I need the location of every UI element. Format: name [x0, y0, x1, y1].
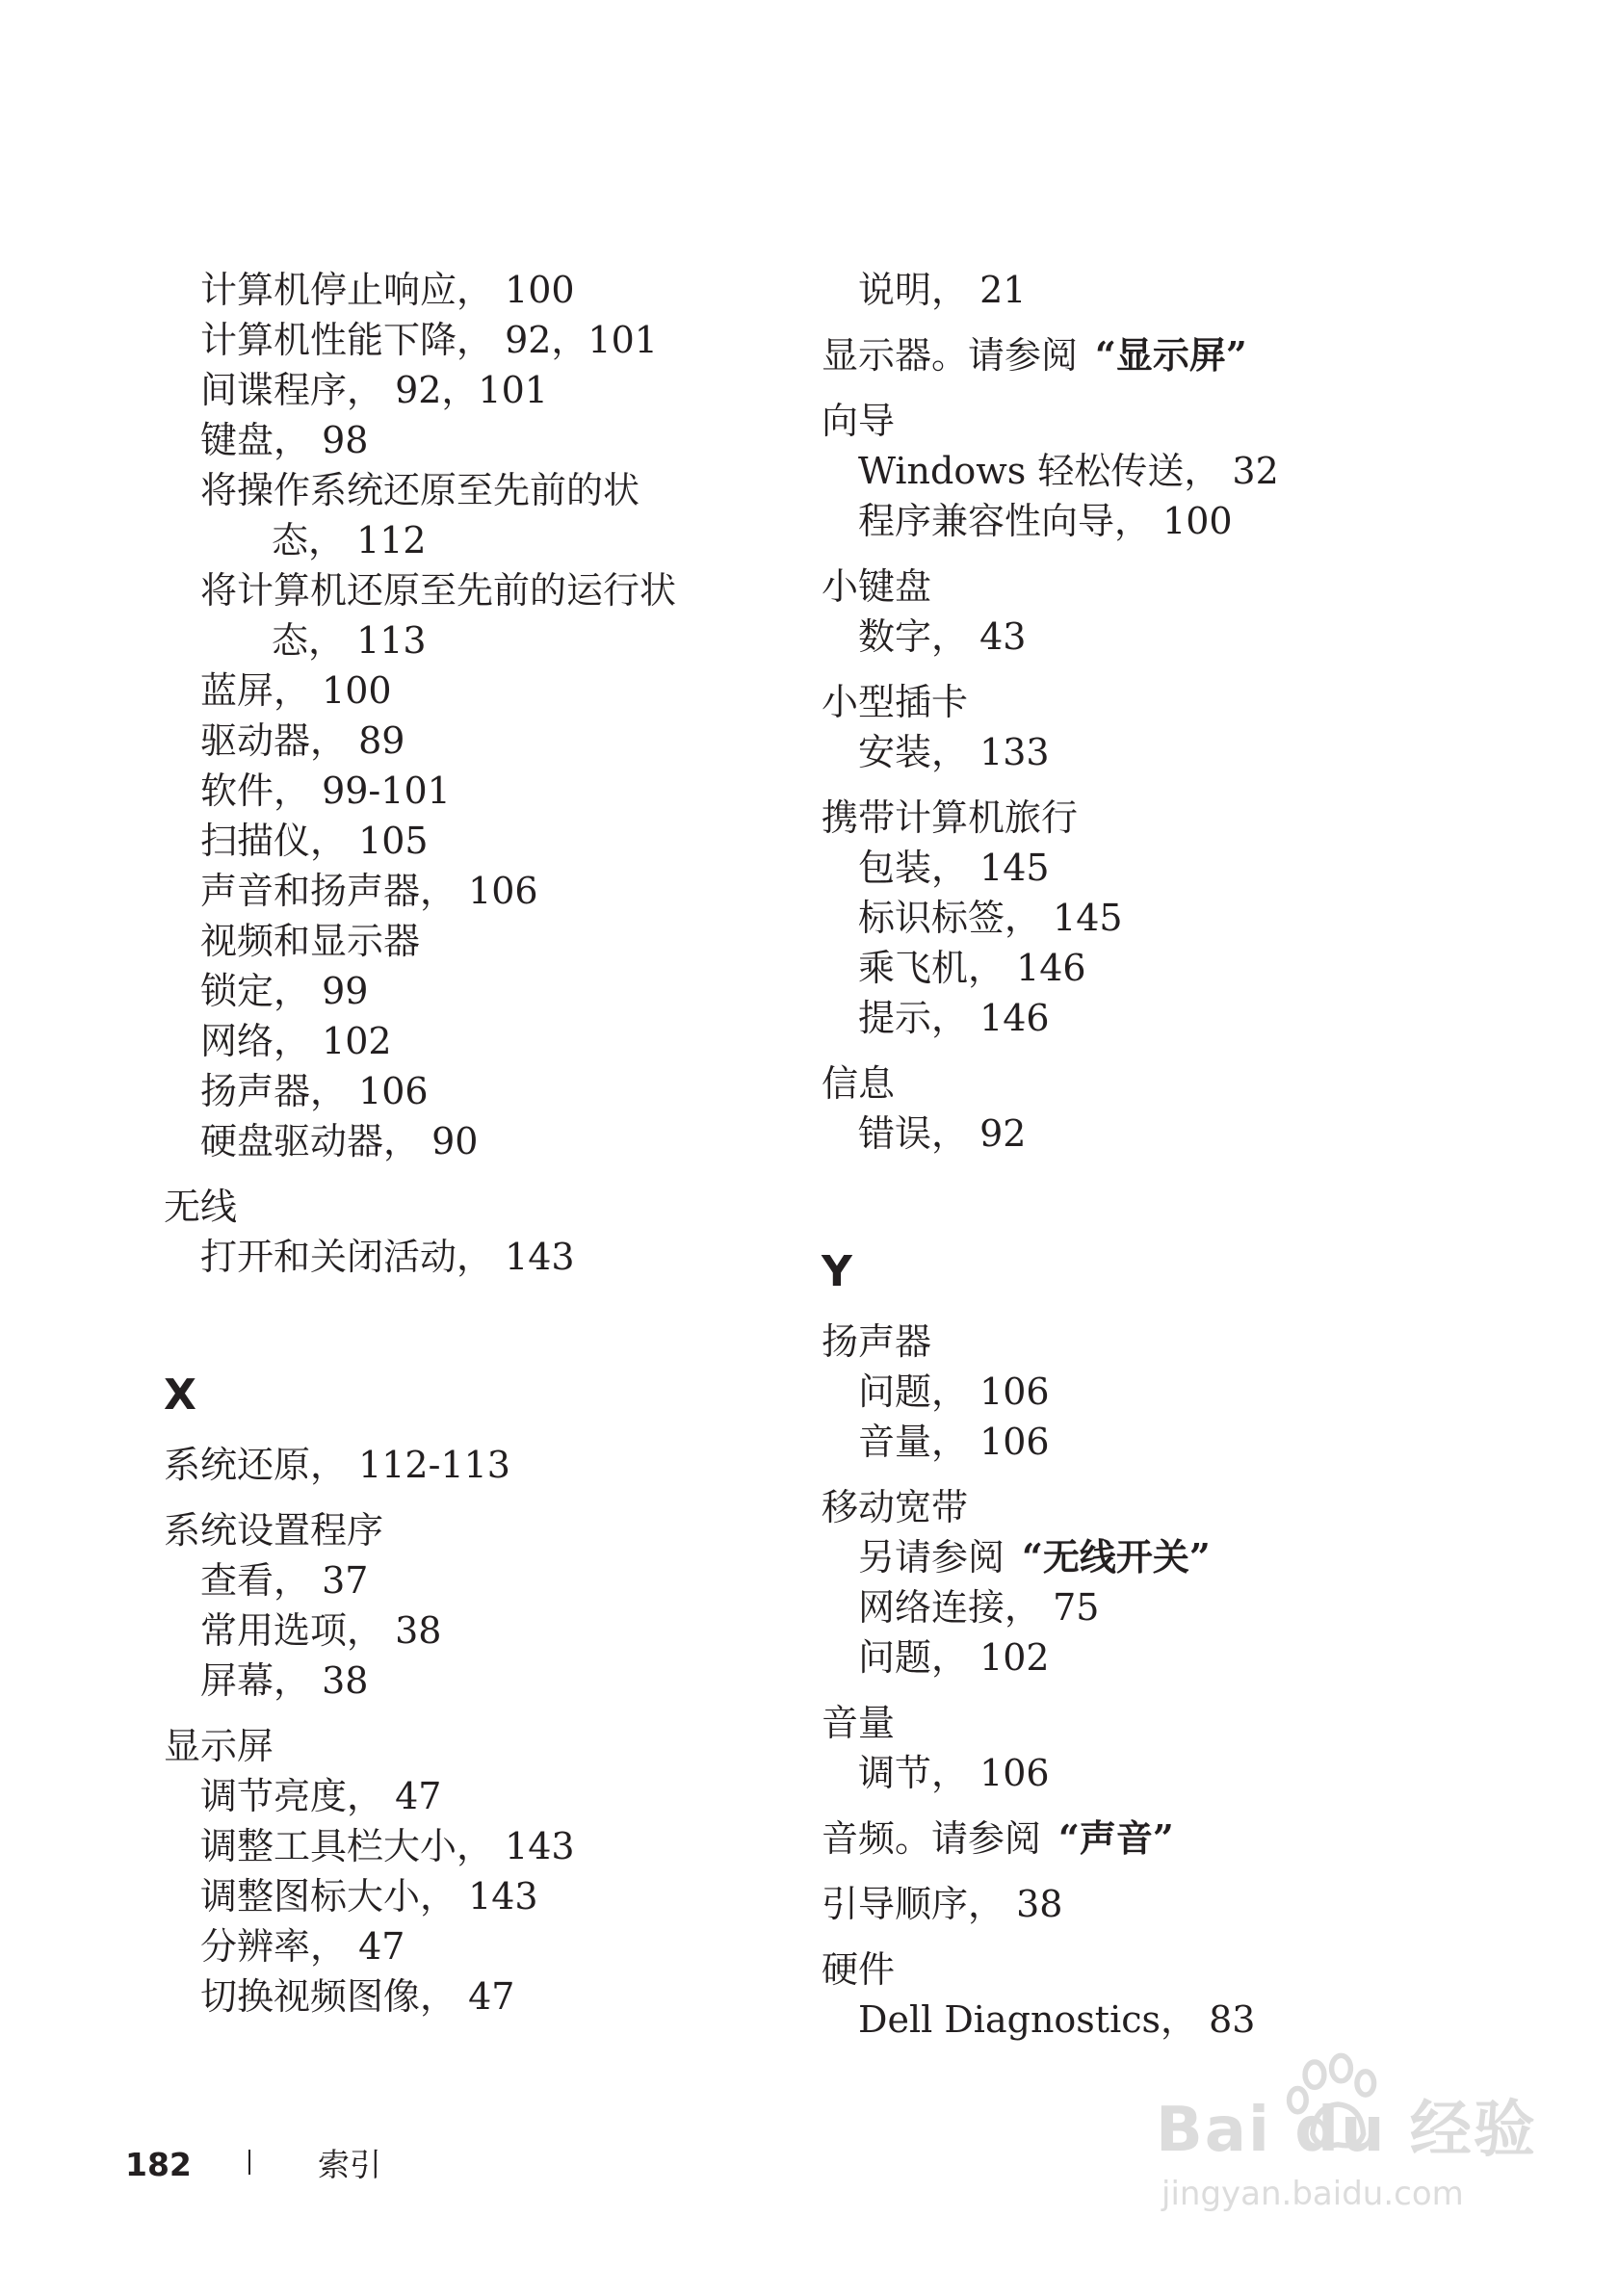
index-entry: [164, 1440, 780, 1490]
index-subentry: [822, 1748, 1496, 1798]
index-subentry: [164, 1232, 780, 1282]
index-entry: [822, 793, 1496, 843]
entry-text: 问题， 106: [858, 1370, 1050, 1413]
index-subentry: [822, 265, 1496, 315]
entry-text: 硬盘驱动器， 90: [200, 1120, 479, 1162]
index-subentry: [164, 1016, 780, 1066]
entry-text: 态， 113: [272, 619, 427, 662]
entry-text: 分辨率， 47: [200, 1925, 405, 1968]
index-subentry: [164, 1921, 780, 1971]
entry-text: 程序兼容性向导， 100: [858, 500, 1233, 542]
watermark-url: jingyan.baidu.com: [1161, 2175, 1464, 2213]
index-subentry: [822, 1582, 1496, 1632]
index-entry: [822, 677, 1496, 727]
entry-text: 小键盘: [822, 565, 932, 608]
index-entry: [822, 1813, 1496, 1864]
baidu-watermark: [1146, 2051, 1551, 2234]
entry-text: 系统还原， 112-113: [164, 1444, 510, 1486]
entry-text: 间谍程序， 92，101: [200, 369, 548, 411]
entry-text: 调节， 106: [858, 1752, 1050, 1794]
see-also-reference: “声音”: [1058, 1816, 1174, 1860]
index-subentry: [164, 1116, 780, 1166]
index-column-right: [822, 265, 1496, 2045]
entry-text: 屏幕， 38: [200, 1659, 369, 1702]
index-subentry: [822, 1995, 1496, 2045]
entry-text: 声音和扬声器， 106: [200, 870, 538, 912]
entry-text: 锁定， 99: [200, 970, 369, 1012]
entry-text: Dell Diagnostics， 83: [858, 1998, 1256, 2041]
entry-text: 计算机性能下降， 92，101: [200, 319, 658, 361]
entry-text: 安装， 133: [858, 731, 1050, 773]
index-column-left: [164, 265, 780, 2022]
entry-text: 调节亮度， 47: [200, 1775, 442, 1817]
index-entry: [822, 1944, 1496, 1995]
entry-text: 音量: [822, 1702, 896, 1744]
index-subentry: [164, 515, 780, 565]
entry-text: 音频。请参阅: [822, 1817, 1042, 1860]
index-subentry: [822, 1109, 1496, 1159]
index-subentry: [822, 893, 1496, 943]
entry-text: 提示， 146: [858, 997, 1050, 1039]
entry-text: 网络连接， 75: [858, 1586, 1100, 1629]
index-subentry: [822, 446, 1496, 496]
entry-text: 调整工具栏大小， 143: [200, 1825, 575, 1867]
entry-text: 扬声器: [822, 1320, 932, 1363]
index-letter-heading: X: [164, 1370, 196, 1420]
entry-text: 问题， 102: [858, 1636, 1050, 1679]
index-entry: [164, 1505, 780, 1555]
index-entry: [822, 1317, 1496, 1367]
index-subentry: [164, 1605, 780, 1656]
index-subentry: [164, 665, 780, 716]
entry-text: 扬声器， 106: [200, 1070, 429, 1112]
index-subentry: [822, 1532, 1496, 1582]
entry-text: 切换视频图像， 47: [200, 1975, 515, 2018]
index-subentry: [164, 565, 780, 615]
entry-text: 另请参阅: [858, 1536, 1005, 1578]
entry-text: 小型插卡: [822, 681, 969, 723]
index-entry: [164, 1721, 780, 1771]
index-entry: [822, 1698, 1496, 1748]
entry-text: 系统设置程序: [164, 1509, 384, 1552]
index-subentry: [164, 265, 780, 315]
entry-text: 网络， 102: [200, 1020, 392, 1062]
index-subentry: [164, 716, 780, 766]
entry-text: 计算机停止响应， 100: [200, 269, 575, 311]
index-subentry: [164, 916, 780, 966]
entry-text: 显示屏: [164, 1725, 274, 1767]
index-subentry: [164, 365, 780, 415]
index-subentry: [164, 1871, 780, 1921]
entry-text: 向导: [822, 400, 896, 442]
entry-text: 蓝屏， 100: [200, 669, 392, 712]
index-subentry: [164, 766, 780, 816]
footer-separator: [248, 2150, 250, 2175]
entry-text: 扫描仪， 105: [200, 820, 429, 862]
index-subentry: [164, 866, 780, 916]
index-entry: [822, 1482, 1496, 1532]
index-subentry: [822, 727, 1496, 777]
entry-text: 态， 112: [272, 519, 427, 561]
entry-text: 软件， 99-101: [200, 770, 451, 812]
index-subentry: [164, 1771, 780, 1821]
index-subentry: [164, 1656, 780, 1706]
index-subentry: [164, 1555, 780, 1605]
page-number: 182: [125, 2146, 192, 2183]
index-subentry: [164, 1821, 780, 1871]
entry-text: 信息: [822, 1062, 896, 1105]
index-subentry: [822, 612, 1496, 662]
index-entry: [164, 1182, 780, 1232]
see-also-reference: “显示屏”: [1095, 333, 1247, 377]
section-name: 索引: [318, 2146, 381, 2183]
entry-text: 移动宽带: [822, 1486, 969, 1528]
watermark-logo-text: Bai du 经验: [1156, 2095, 1537, 2166]
index-entry: [822, 1879, 1496, 1929]
entry-text: 数字， 43: [858, 615, 1027, 658]
index-subentry: [822, 843, 1496, 893]
index-letter-heading: Y: [822, 1247, 852, 1296]
index-subentry: [822, 993, 1496, 1043]
index-entry: [822, 396, 1496, 446]
entry-text: Windows 轻松传送， 32: [858, 450, 1279, 492]
index-subentry: [164, 315, 780, 365]
entry-text: 打开和关闭活动， 143: [200, 1236, 575, 1278]
index-subentry: [164, 1066, 780, 1116]
index-subentry: [164, 465, 780, 515]
entry-text: 硬件: [822, 1948, 896, 1991]
index-subentry: [822, 1417, 1496, 1467]
entry-text: 音量， 106: [858, 1421, 1050, 1463]
see-also-reference: “无线开关”: [1022, 1535, 1211, 1578]
entry-text: 驱动器， 89: [200, 719, 405, 762]
entry-text: 乘飞机， 146: [858, 947, 1086, 989]
entry-text: 标识标签， 145: [858, 897, 1123, 939]
index-entry: [822, 561, 1496, 612]
index-subentry: [164, 1971, 780, 2022]
entry-text: 将计算机还原至先前的运行状: [200, 569, 677, 612]
index-subentry: [164, 615, 780, 665]
index-entry: [822, 330, 1496, 380]
index-entry: [822, 1058, 1496, 1109]
entry-text: 包装， 145: [858, 847, 1050, 889]
entry-text: 键盘， 98: [200, 419, 369, 461]
index-subentry: [164, 415, 780, 465]
index-subentry: [164, 966, 780, 1016]
index-subentry: [822, 943, 1496, 993]
entry-text: 调整图标大小， 143: [200, 1875, 538, 1918]
entry-text: 查看， 37: [200, 1559, 369, 1602]
index-subentry: [822, 496, 1496, 546]
entry-text: 引导顺序， 38: [822, 1883, 1063, 1925]
entry-text: 将操作系统还原至先前的状: [200, 469, 640, 511]
entry-text: 说明， 21: [858, 269, 1027, 311]
entry-text: 视频和显示器: [200, 920, 421, 962]
entry-text: 携带计算机旅行: [822, 796, 1079, 839]
entry-text: 显示器。请参阅: [822, 334, 1079, 377]
index-subentry: [164, 816, 780, 866]
entry-text: 无线: [164, 1186, 238, 1228]
index-subentry: [822, 1632, 1496, 1683]
entry-text: 常用选项， 38: [200, 1609, 442, 1652]
entry-text: 错误， 92: [858, 1112, 1027, 1155]
index-subentry: [822, 1367, 1496, 1417]
